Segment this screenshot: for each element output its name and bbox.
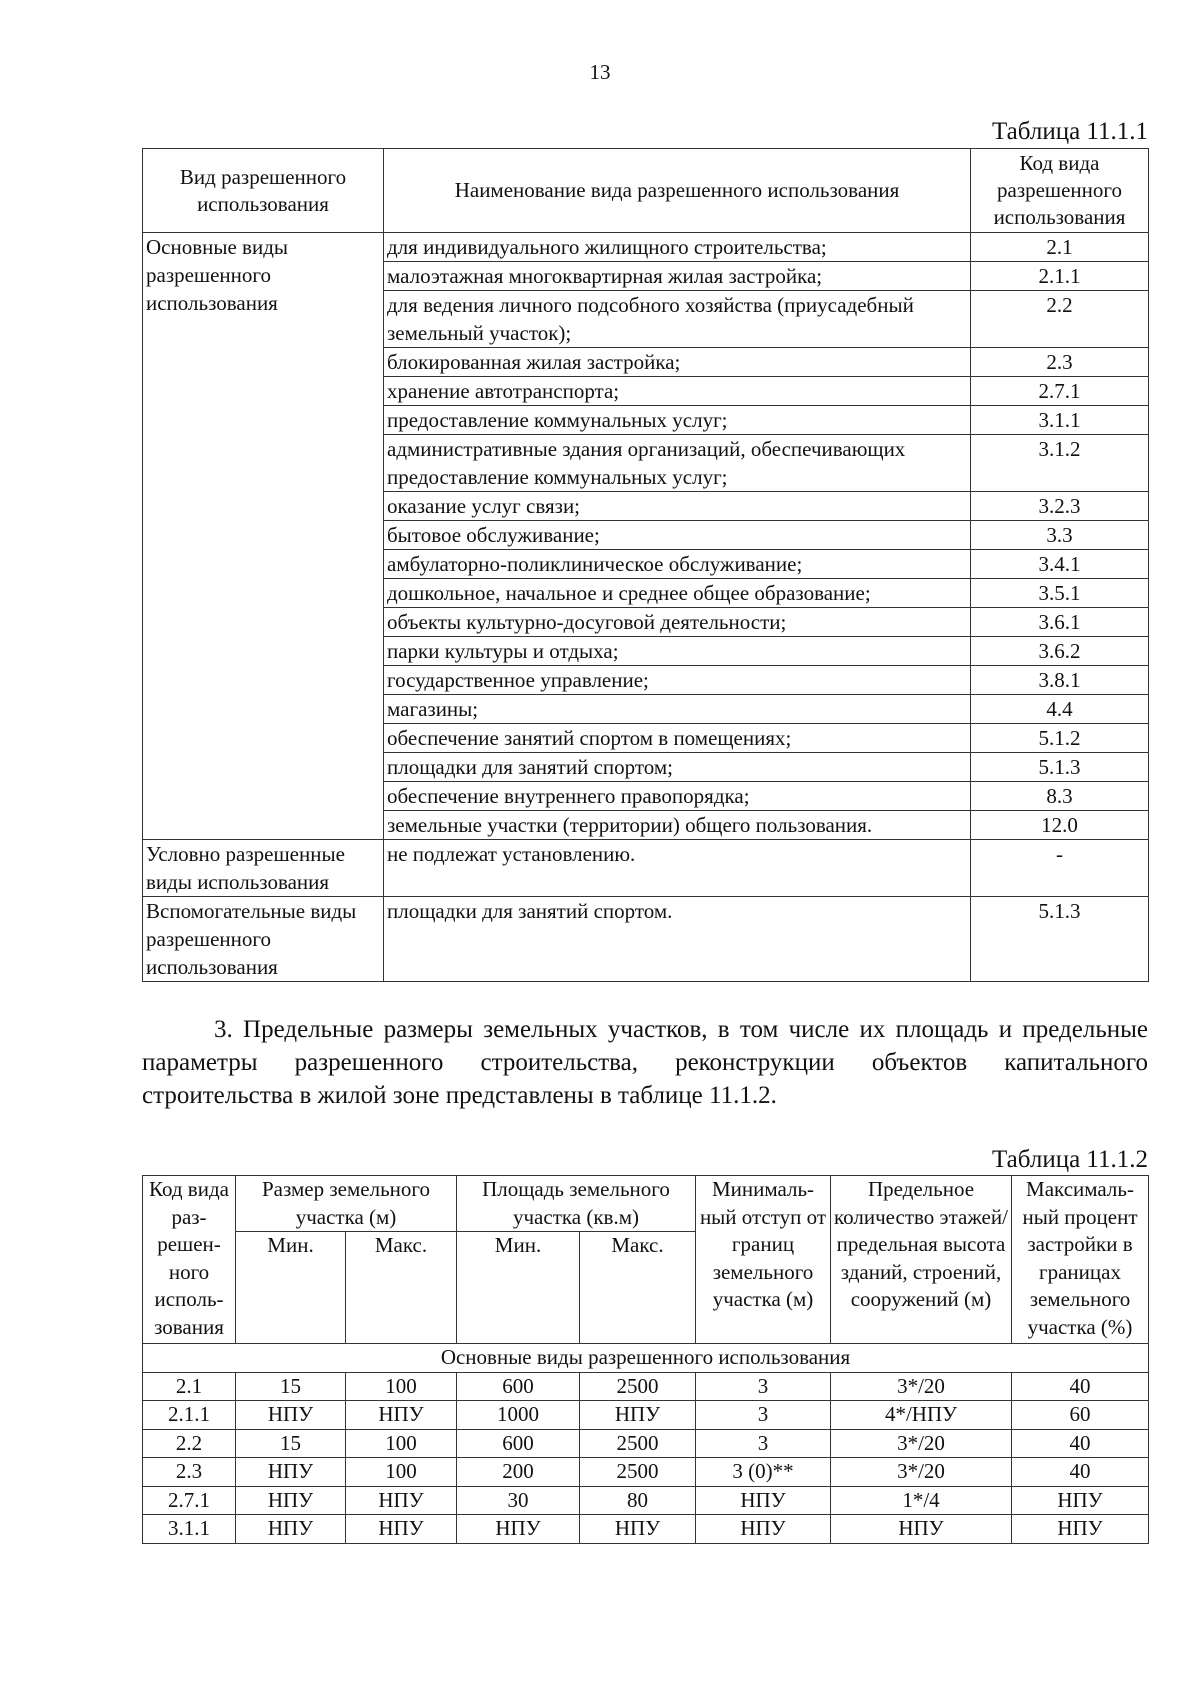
category-cell: Вспомогательные виды разрешенного использования (143, 897, 384, 982)
table-cell: 3*/20 (831, 1458, 1012, 1487)
table-cell: 2500 (580, 1372, 696, 1401)
table-header-cell: Вид разрешенного использования (143, 149, 384, 233)
use-code-cell: 3.2.3 (971, 492, 1149, 521)
table-cell: 3 (0)** (696, 1458, 831, 1487)
table-cell: НПУ (696, 1515, 831, 1544)
parameters-table (142, 1175, 1149, 1544)
use-name-cell: малоэтажная многоквартирная жилая застройка; (384, 262, 971, 291)
use-name-cell: блокированная жилая застройка; (384, 348, 971, 377)
table-header-cell: Код вида разрешенного использования (971, 149, 1149, 233)
table-cell: 2.1.1 (143, 1401, 236, 1430)
table-cell: НПУ (346, 1515, 457, 1544)
category-cell: Основные виды разрешенного использования (143, 233, 384, 840)
use-code-cell: 2.1 (971, 233, 1149, 262)
use-code-cell: 2.3 (971, 348, 1149, 377)
permitted-use-table (142, 148, 1149, 982)
table-cell: 2.7.1 (143, 1486, 236, 1515)
table-header-cell: Код вида раз-решен-ного исполь-зования (143, 1176, 236, 1344)
use-name-cell: не подлежат установлению. (384, 840, 971, 897)
use-name-cell: для индивидуального жилищного строительства; (384, 233, 971, 262)
use-name-cell: площадки для занятий спортом; (384, 753, 971, 782)
table-cell: НПУ (1012, 1486, 1149, 1515)
table-cell: НПУ (236, 1515, 346, 1544)
table-cell: 2.2 (143, 1429, 236, 1458)
table-header-cell: Мин. (457, 1232, 580, 1344)
page-number: 13 (589, 60, 611, 84)
table-cell: 100 (346, 1458, 457, 1487)
table-header-cell: Макс. (580, 1232, 696, 1344)
use-name-cell: амбулаторно-поликлиническое обслуживание; (384, 550, 971, 579)
use-code-cell: 2.7.1 (971, 377, 1149, 406)
use-name-cell: парки культуры и отдыха; (384, 637, 971, 666)
table-cell: НПУ (236, 1486, 346, 1515)
use-code-cell: 8.3 (971, 782, 1149, 811)
section-row: Основные виды разрешенного использования (143, 1344, 1149, 1373)
use-code-cell: 3.6.2 (971, 637, 1149, 666)
table-cell: 80 (580, 1486, 696, 1515)
use-code-cell: 12.0 (971, 811, 1149, 840)
table-cell: 3*/20 (831, 1429, 1012, 1458)
table-cell: НПУ (346, 1486, 457, 1515)
table-cell: НПУ (346, 1401, 457, 1430)
table-caption: Таблица 11.1.2 (992, 1146, 1148, 1173)
table-cell: НПУ (236, 1401, 346, 1430)
use-code-cell: - (971, 840, 1149, 897)
table-cell: 2.1 (143, 1372, 236, 1401)
use-name-cell: обеспечение занятий спортом в помещениях; (384, 724, 971, 753)
use-name-cell: обеспечение внутреннего правопорядка; (384, 782, 971, 811)
use-code-cell: 5.1.3 (971, 753, 1149, 782)
table-cell: 1000 (457, 1401, 580, 1430)
use-name-cell: хранение автотранспорта; (384, 377, 971, 406)
table-header-cell: Наименование вида разрешенного использования (384, 149, 971, 233)
table-header-cell: Предельное количество этажей/ предельная высота зданий, строений, сооружений (м) (831, 1176, 1012, 1344)
table-cell: НПУ (580, 1401, 696, 1430)
table-header-cell: Максималь-ный процент застройки в границах земельного участка (%) (1012, 1176, 1149, 1344)
table-cell: 40 (1012, 1458, 1149, 1487)
use-code-cell: 3.3 (971, 521, 1149, 550)
table-cell: 2500 (580, 1429, 696, 1458)
table-cell: 200 (457, 1458, 580, 1487)
table-cell: 600 (457, 1372, 580, 1401)
table-cell: 40 (1012, 1429, 1149, 1458)
use-code-cell: 3.5.1 (971, 579, 1149, 608)
use-code-cell: 3.1.2 (971, 435, 1149, 492)
use-code-cell: 2.2 (971, 291, 1149, 348)
table-header-cell: Мин. (236, 1232, 346, 1344)
use-name-cell: площадки для занятий спортом. (384, 897, 971, 982)
table-header-cell: Макс. (346, 1232, 457, 1344)
table-row (143, 897, 1149, 982)
use-code-cell: 3.4.1 (971, 550, 1149, 579)
use-name-cell: предоставление коммунальных услуг; (384, 406, 971, 435)
use-name-cell: дошкольное, начальное и среднее общее образование; (384, 579, 971, 608)
table-header-cell: Размер земельного участка (м) (236, 1176, 457, 1232)
table-cell: 3*/20 (831, 1372, 1012, 1401)
table-cell: 60 (1012, 1401, 1149, 1430)
table-cell: 3 (696, 1429, 831, 1458)
table-cell: 4*/НПУ (831, 1401, 1012, 1430)
table-cell: НПУ (580, 1515, 696, 1544)
table-row (143, 1486, 1149, 1515)
use-name-cell: магазины; (384, 695, 971, 724)
table-cell: 600 (457, 1429, 580, 1458)
use-name-cell: для ведения личного подсобного хозяйства (приусадебный земельный участок); (384, 291, 971, 348)
table-cell: 3 (696, 1401, 831, 1430)
table-header-cell: Минималь-ный отступ от границ земельного участка (м) (696, 1176, 831, 1344)
use-code-cell: 3.8.1 (971, 666, 1149, 695)
use-name-cell: административные здания организаций, обеспечивающих предоставление коммунальных услуг; (384, 435, 971, 492)
table-header-cell: Площадь земельного участка (кв.м) (457, 1176, 696, 1232)
table-cell: 3 (696, 1372, 831, 1401)
use-code-cell: 3.1.1 (971, 406, 1149, 435)
use-code-cell: 2.1.1 (971, 262, 1149, 291)
use-name-cell: оказание услуг связи; (384, 492, 971, 521)
table-cell: 15 (236, 1372, 346, 1401)
table-row (143, 233, 1149, 262)
category-cell: Условно разрешенные виды использования (143, 840, 384, 897)
table-cell: НПУ (236, 1458, 346, 1487)
table-cell: 3.1.1 (143, 1515, 236, 1544)
table-row (143, 1401, 1149, 1430)
table-cell: НПУ (457, 1515, 580, 1544)
table-caption: Таблица 11.1.1 (992, 118, 1148, 145)
table-cell: 100 (346, 1429, 457, 1458)
use-name-cell: бытовое обслуживание; (384, 521, 971, 550)
table-row (143, 1429, 1149, 1458)
table-cell: 1*/4 (831, 1486, 1012, 1515)
use-code-cell: 4.4 (971, 695, 1149, 724)
table-cell: 30 (457, 1486, 580, 1515)
table-cell: НПУ (1012, 1515, 1149, 1544)
table-row (143, 840, 1149, 897)
use-name-cell: объекты культурно-досуговой деятельности; (384, 608, 971, 637)
paragraph: 3. Предельные размеры земельных участков, в том числе их площадь и предельные параметры разрешенного строительства, реконструкции объектов капитального строительства в жилой зоне представлены в таблице 11.1.2. (142, 1016, 1148, 1109)
table-row (143, 1458, 1149, 1487)
table-row (143, 1515, 1149, 1544)
use-code-cell: 5.1.3 (971, 897, 1149, 982)
table-cell: НПУ (696, 1486, 831, 1515)
table-cell: 2.3 (143, 1458, 236, 1487)
table-cell: 100 (346, 1372, 457, 1401)
table-cell: НПУ (831, 1515, 1012, 1544)
table-cell: 15 (236, 1429, 346, 1458)
table-row (143, 1372, 1149, 1401)
use-name-cell: земельные участки (территории) общего пользования. (384, 811, 971, 840)
table-cell: 40 (1012, 1372, 1149, 1401)
table-cell: 2500 (580, 1458, 696, 1487)
use-code-cell: 5.1.2 (971, 724, 1149, 753)
use-code-cell: 3.6.1 (971, 608, 1149, 637)
use-name-cell: государственное управление; (384, 666, 971, 695)
